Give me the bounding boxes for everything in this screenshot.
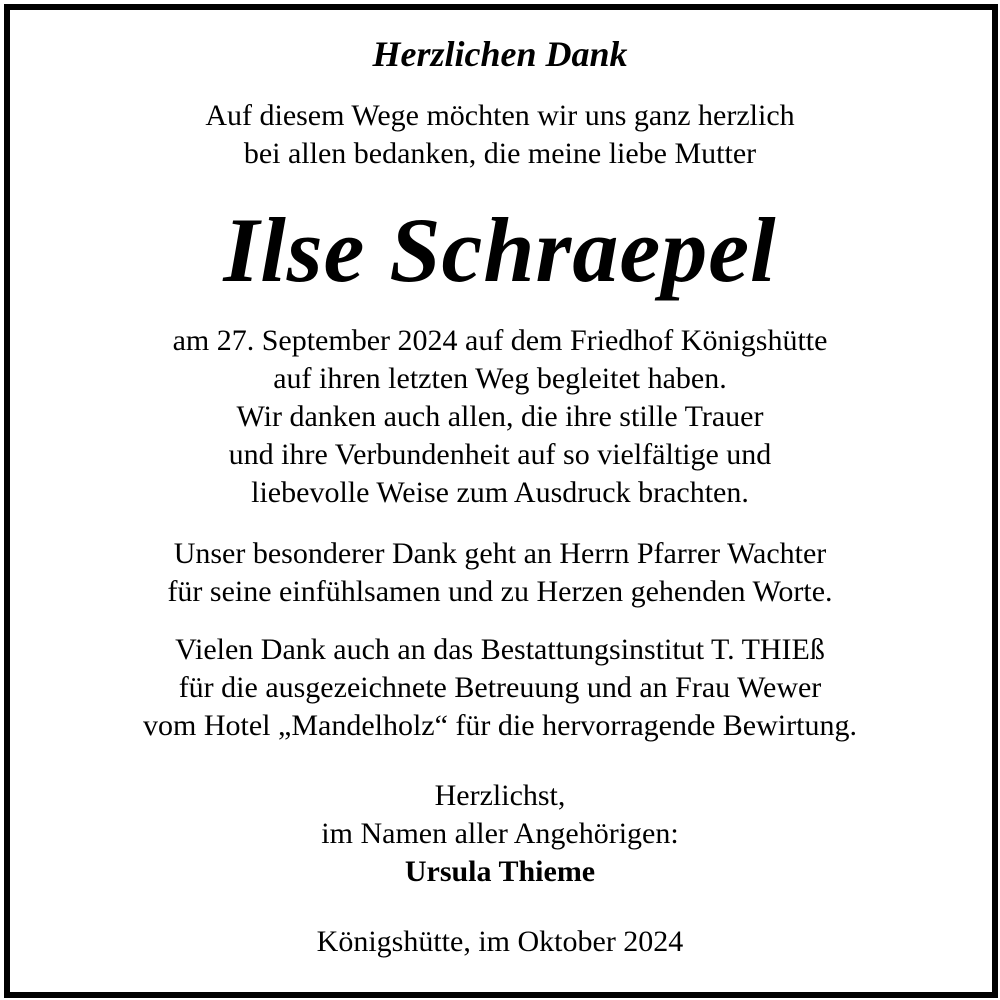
closing-line-1: Herzlichst, [434, 779, 566, 812]
intro-line-2: bei allen bedanken, die meine liebe Mutter [243, 137, 757, 170]
paragraph-1-line-1: am 27. September 2024 auf dem Friedhof Königshütte [172, 324, 828, 357]
paragraph-3-line-1: Vielen Dank auch an das Bestattungsinstitut T. THIEß [175, 633, 825, 666]
intro-line-1: Auf diesem Wege möchten wir uns ganz herzlich [205, 99, 795, 132]
paragraph-1-line-5: liebevolle Weise zum Ausdruck brachten. [251, 476, 749, 509]
signature-name: Ursula Thieme [404, 855, 596, 888]
paragraph-2-line-1: Unser besonderer Dank geht an Herrn Pfarrer Wachter [173, 537, 827, 570]
paragraph-2-line-2: für seine einfühlsamen und zu Herzen gehenden Worte. [167, 575, 833, 608]
paragraph-1-line-4: und ihre Verbundenheit auf so vielfältige und [228, 438, 772, 471]
paragraph-3-line-3: vom Hotel „Mandelholz“ für die hervorragende Bewirtung. [143, 709, 857, 742]
place-date: Königshütte, im Oktober 2024 [316, 925, 684, 958]
notice-heading: Herzlichen Dank [372, 34, 628, 74]
deceased-name: Ilse Schraepel [223, 199, 777, 301]
paragraph-3-line-2: für die ausgezeichnete Betreuung und an Frau Wewer [178, 671, 822, 704]
paragraph-1-line-2: auf ihren letzten Weg begleitet haben. [273, 362, 727, 395]
closing-line-2: im Namen aller Angehörigen: [321, 817, 679, 850]
paragraph-1-line-3: Wir danken auch allen, die ihre stille Trauer [236, 400, 764, 433]
